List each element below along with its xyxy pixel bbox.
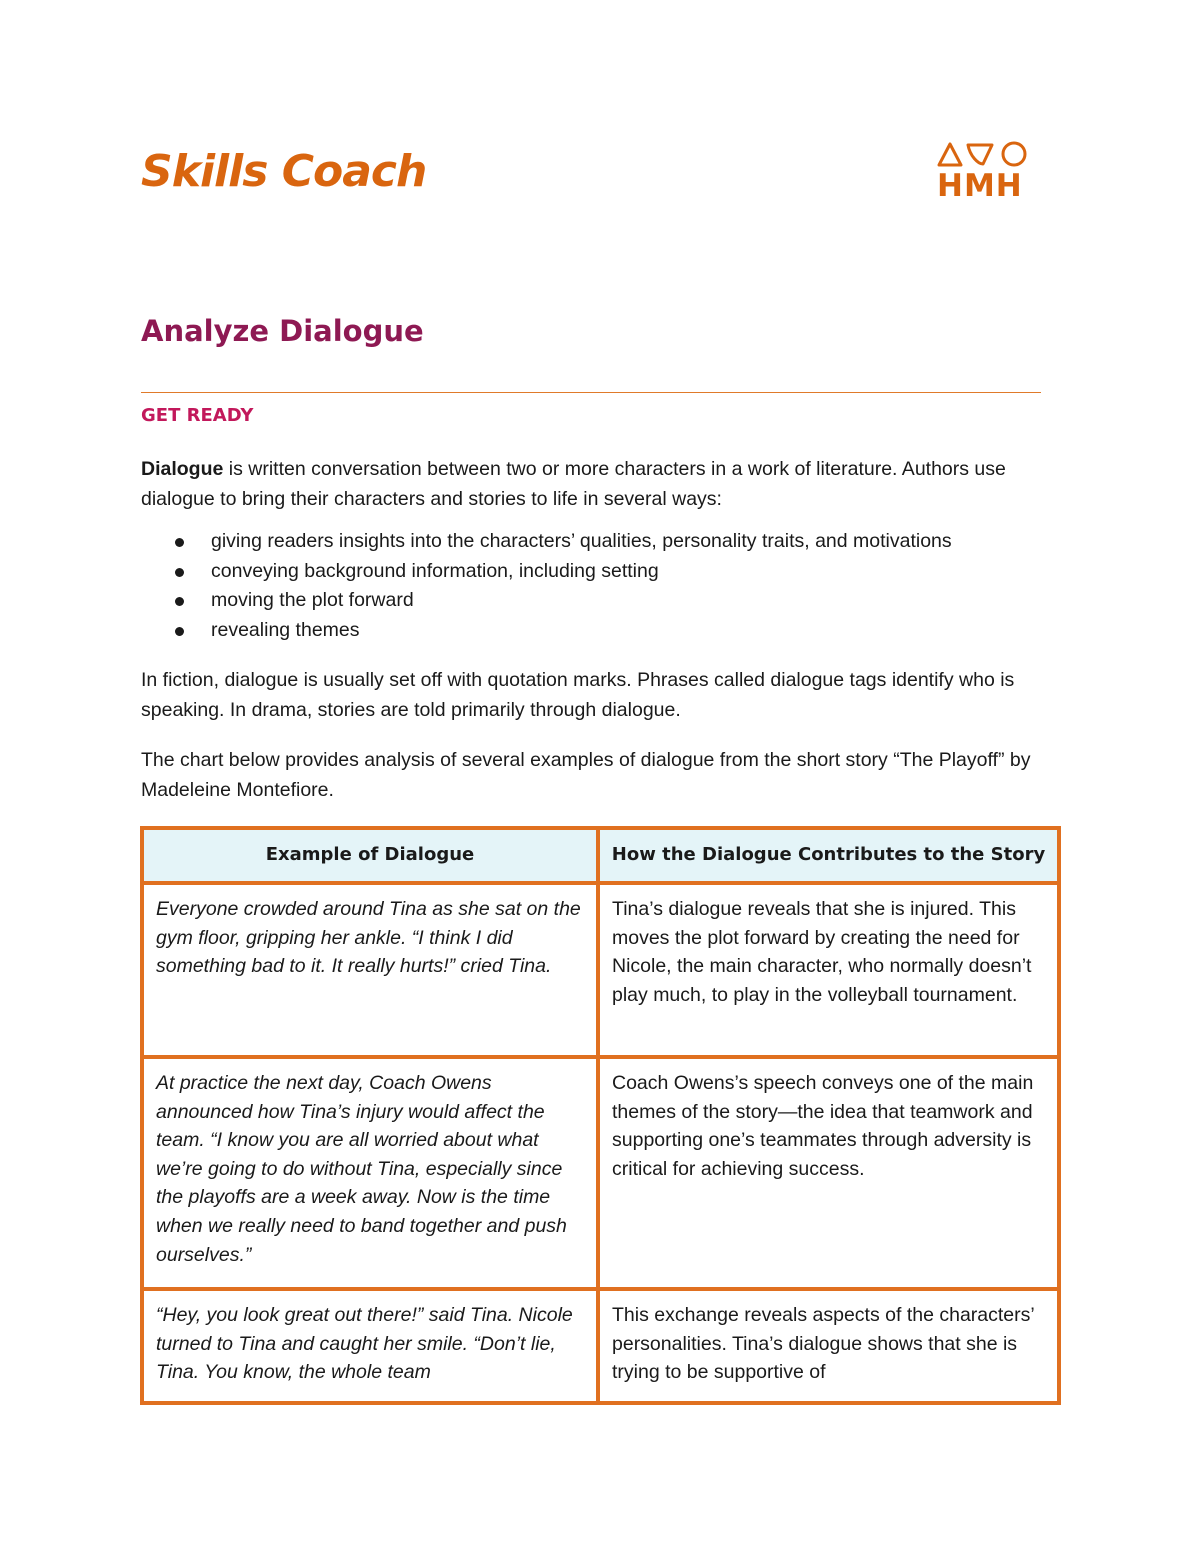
list-item-text: revealing themes bbox=[211, 618, 360, 641]
list-item bbox=[141, 586, 1061, 616]
dialogue-analysis-table bbox=[140, 826, 1061, 1405]
paragraph-dialogue-tags: In fiction, dialogue is usually set off with quotation marks. Phrases called dialogue tags identify who is speaking. In drama, stories are told primarily through dialogue. bbox=[141, 669, 1015, 721]
column-header-example: Example of Dialogue bbox=[142, 828, 598, 883]
list-item bbox=[141, 557, 1061, 587]
divider bbox=[141, 392, 1041, 393]
bullet-icon bbox=[175, 627, 184, 636]
bullet-icon bbox=[175, 597, 184, 606]
list-item-text: giving readers insights into the characters’ qualities, personality traits, and motivations bbox=[211, 530, 952, 552]
analysis-cell: Tina’s dialogue reveals that she is injured. This moves the plot forward by creating the need for Nicole, the main character, who normally doesn’t play much, to play in the volleyball tournament. bbox=[598, 883, 1059, 1057]
example-cell: At practice the next day, Coach Owens announced how Tina’s injury would affect the team. “I know you are all worried about what we’re going to do without Tina, especially since the playoffs are a week away. Now is the time when we really need to band together and push ourselves.” bbox=[142, 1057, 598, 1289]
intro-text: is written conversation between two or more characters in a work of literature. Authors use dialogue to bring their characters and stories to life in several ways: bbox=[141, 458, 1006, 510]
logo-text: HMH bbox=[937, 168, 1023, 204]
table-row bbox=[142, 1289, 1059, 1403]
column-header-contribution: How the Dialogue Contributes to the Story bbox=[598, 828, 1059, 883]
list-item-text: conveying background information, including setting bbox=[211, 559, 659, 582]
analysis-cell: This exchange reveals aspects of the characters’ personalities. Tina’s dialogue shows that she is trying to be supportive of bbox=[598, 1289, 1059, 1403]
table-row bbox=[142, 1057, 1059, 1289]
page-title: Analyze Dialogue bbox=[141, 314, 424, 348]
brand-title: Skills Coach bbox=[141, 146, 427, 197]
bullet-icon bbox=[175, 538, 184, 547]
ways-list bbox=[141, 527, 1061, 645]
paragraph-chart-intro: The chart below provides analysis of several examples of dialogue from the short story “The Playoff” by Madeleine Montefiore. bbox=[141, 749, 1031, 801]
list-item bbox=[141, 616, 1061, 646]
intro-paragraph bbox=[141, 455, 1061, 514]
bullet-icon bbox=[175, 568, 184, 577]
table-row bbox=[142, 883, 1059, 1057]
list-item bbox=[141, 527, 1061, 557]
section-heading: GET READY bbox=[141, 405, 254, 426]
table-header-row bbox=[142, 828, 1059, 883]
analysis-cell: Coach Owens’s speech conveys one of the main themes of the story—the idea that teamwork and supporting one’s teammates through adversity is critical for achieving success. bbox=[598, 1057, 1059, 1289]
intro-term: Dialogue bbox=[141, 458, 224, 480]
hmh-logo bbox=[937, 140, 1029, 206]
example-cell: “Hey, you look great out there!” said Tina. Nicole turned to Tina and caught her smile. “Don’t lie, Tina. You know, the whole team bbox=[142, 1289, 598, 1403]
example-cell: Everyone crowded around Tina as she sat on the gym floor, gripping her ankle. “I think I did something bad to it. It really hurts!” cried Tina. bbox=[142, 883, 598, 1057]
list-item-text: moving the plot forward bbox=[211, 589, 414, 611]
logo-mark-icon bbox=[937, 140, 1029, 168]
